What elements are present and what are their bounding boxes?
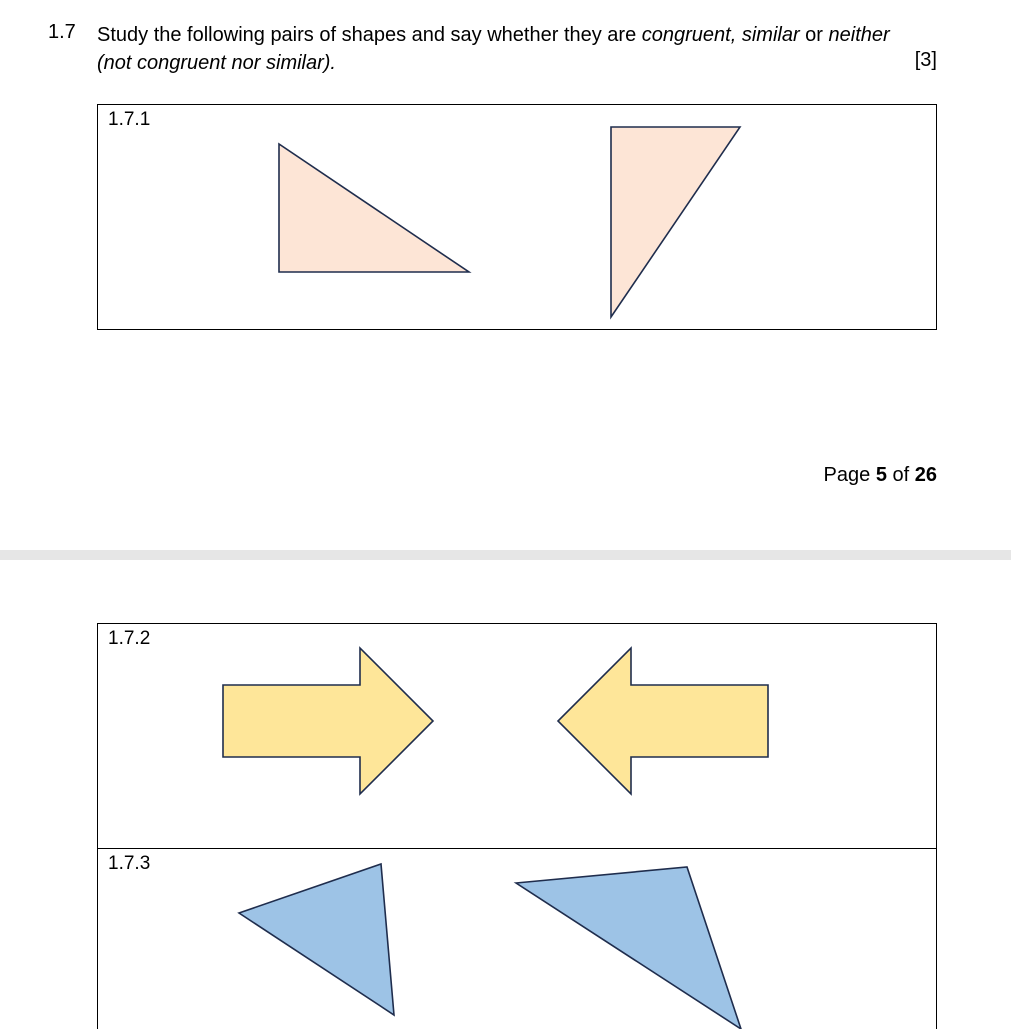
arrow-right-shape (223, 648, 433, 794)
page-6 (0, 560, 1011, 1029)
item-box-1-7-2 (97, 623, 937, 849)
question-text-part: Study the following pairs of shapes and say whether they are (97, 24, 642, 46)
item-1-7-1-shapes (98, 105, 938, 331)
question-number: 1.7 (48, 21, 76, 43)
triangle-shape-b (611, 127, 740, 317)
arrow-left-shape (558, 648, 768, 794)
item-label: 1.7.2 (108, 628, 151, 649)
page-word: Page (823, 464, 871, 486)
item-1-7-2-shapes (98, 624, 938, 850)
item-label: 1.7.1 (108, 109, 151, 130)
item-box-1-7-3 (97, 848, 937, 1029)
triangle-shape-d (516, 867, 741, 1029)
page-separator (0, 550, 1011, 560)
item-label: 1.7.3 (108, 853, 151, 874)
question-text-parenthetical: (not congruent nor similar). (97, 52, 336, 74)
question-text-or: or (799, 24, 829, 46)
item-1-7-3-shapes (98, 849, 938, 1029)
of-word: of (892, 464, 910, 486)
triangle-shape-a (279, 144, 469, 272)
term-congruent: congruent, (641, 24, 737, 46)
term-neither: neither (828, 24, 890, 46)
triangle-shape-c (239, 864, 394, 1015)
term-similar: similar (741, 24, 800, 46)
item-box-1-7-1 (97, 104, 937, 330)
page-current: 5 (875, 464, 887, 486)
question-text (97, 21, 937, 77)
marks-allocation: [3] (914, 49, 937, 71)
page-number (824, 464, 937, 487)
page-total: 26 (914, 464, 937, 486)
